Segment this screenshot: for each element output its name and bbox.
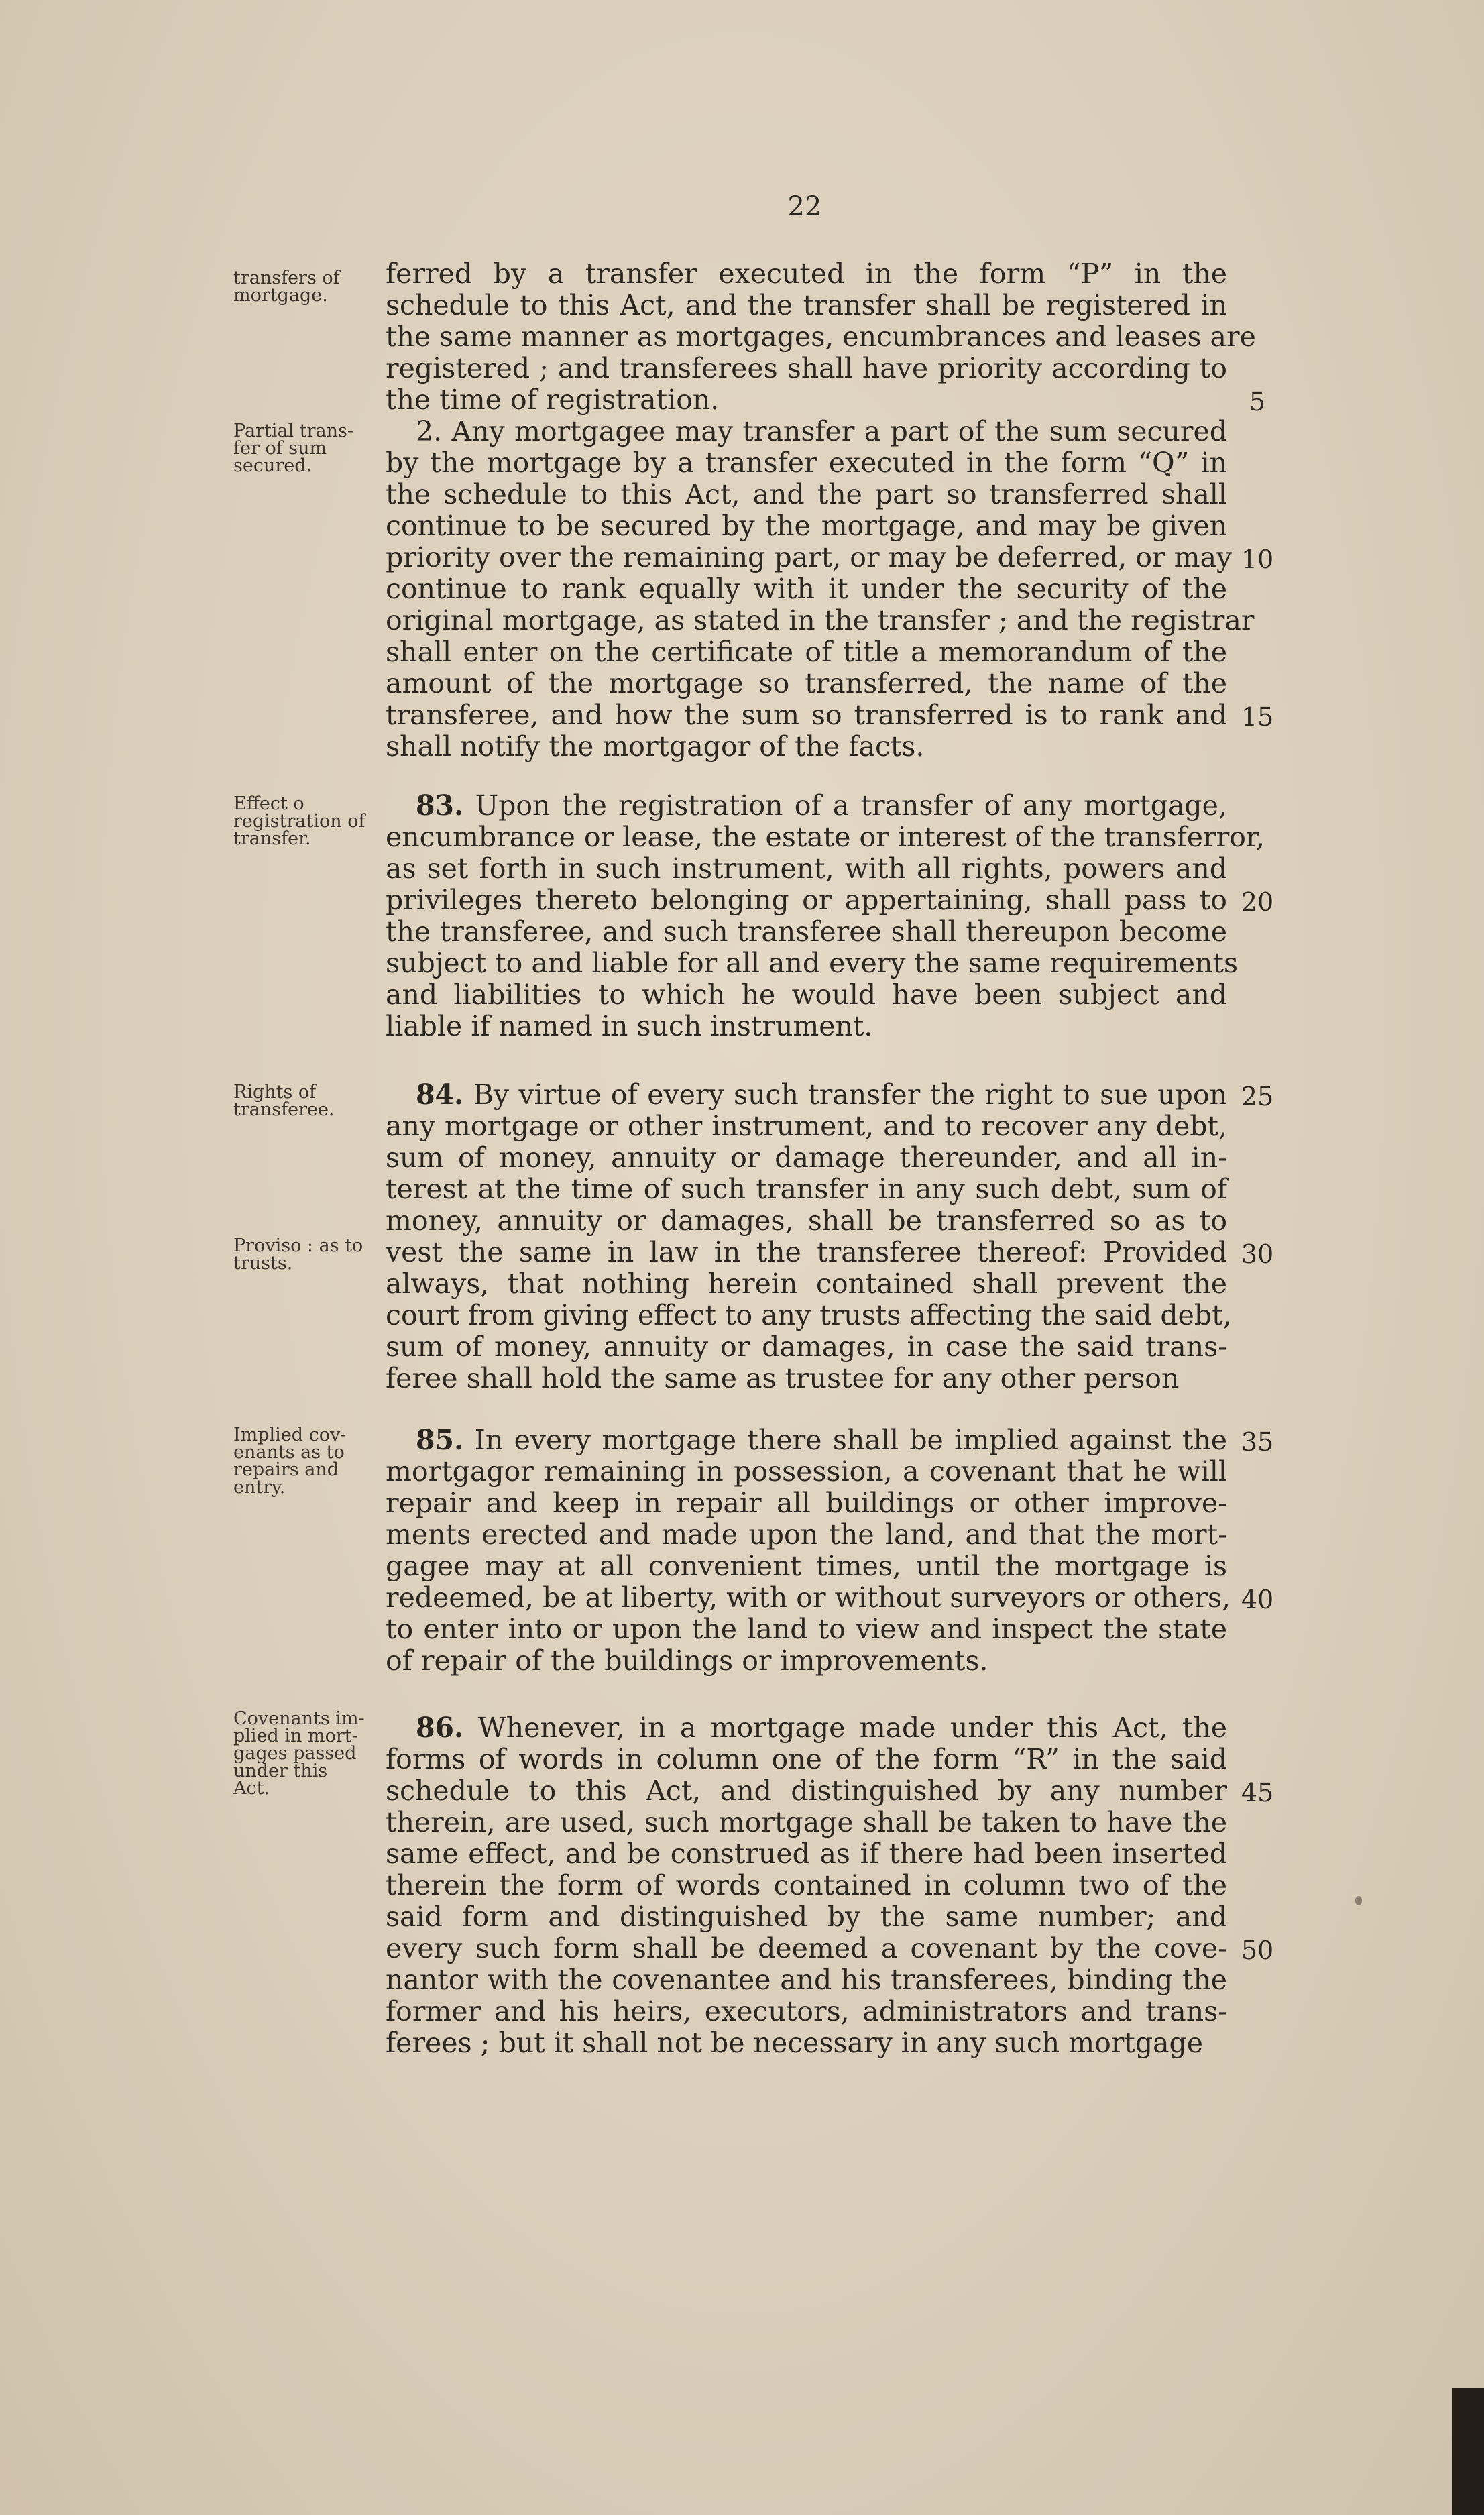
margin-note-line: trusts. bbox=[233, 1253, 293, 1274]
margin-note-transfers-of-mortgage bbox=[233, 270, 381, 304]
body-line: redeemed, be at liberty, with or without surveyors or others, bbox=[386, 1581, 1231, 1614]
margin-note-line: transferee. bbox=[233, 1099, 335, 1120]
body-line: repair and keep in repair all buildings or other improve- bbox=[386, 1487, 1227, 1519]
body-line: subject to and liable for all and every the same requirements bbox=[386, 947, 1238, 979]
margin-note-line: Implied cov- bbox=[233, 1424, 347, 1445]
body-line: liable if named in such instrument. bbox=[386, 1010, 873, 1042]
body-line: of repair of the buildings or improvements. bbox=[386, 1644, 988, 1677]
body-line: sum of money, annuity or damages, in case the said trans- bbox=[386, 1331, 1227, 1363]
body-line: every such form shall be deemed a covenant by the cove- bbox=[386, 1932, 1227, 1964]
line-number: 25 bbox=[1241, 1082, 1274, 1111]
binding-edge bbox=[1452, 2388, 1484, 2515]
body-line: nantor with the covenantee and his transferees, binding the bbox=[386, 1964, 1227, 1996]
body-line: terest at the time of such transfer in any such debt, sum of bbox=[386, 1173, 1227, 1205]
margin-note-line: enants as to bbox=[233, 1442, 345, 1463]
body-line: same effect, and be construed as if there had been inserted bbox=[386, 1838, 1227, 1870]
margin-note-rights-of-transferee bbox=[233, 1084, 381, 1119]
body-line: ments erected and made upon the land, and that the mort- bbox=[386, 1518, 1227, 1551]
section-number: 85. bbox=[416, 1424, 464, 1456]
margin-note-line: repairs and bbox=[233, 1459, 339, 1480]
body-line: sum of money, annuity or damage thereunder, and all in- bbox=[386, 1141, 1227, 1174]
section-85-first-line bbox=[416, 1424, 1227, 1456]
body-line: schedule to this Act, and distinguished by any number bbox=[386, 1775, 1227, 1807]
body-line: the time of registration. bbox=[386, 384, 720, 416]
section-number: 84. bbox=[416, 1078, 464, 1111]
line-number: 50 bbox=[1241, 1936, 1274, 1965]
margin-note-line: Partial trans- bbox=[233, 421, 353, 441]
body-line: and liabilities to which he would have been subject and bbox=[386, 979, 1227, 1011]
margin-note-line: transfers of bbox=[233, 268, 340, 288]
body-line: encumbrance or lease, the estate or interest of the transferror, bbox=[386, 821, 1265, 853]
body-line: vest the same in law in the transferee thereof: Provided bbox=[386, 1236, 1227, 1268]
margin-note-line: fer of sum bbox=[233, 438, 327, 459]
body-line: privileges thereto belonging or appertaining, shall pass to bbox=[386, 884, 1227, 916]
page-number: 22 bbox=[787, 191, 822, 222]
body-line: always, that nothing herein contained shall prevent the bbox=[386, 1268, 1227, 1300]
margin-note-line: Rights of bbox=[233, 1082, 317, 1103]
section-number: 86. bbox=[416, 1712, 464, 1744]
body-line: shall notify the mortgagor of the facts. bbox=[386, 730, 925, 763]
line-number: 20 bbox=[1241, 887, 1274, 917]
body-line: money, annuity or damages, shall be transferred so as to bbox=[386, 1205, 1227, 1237]
line-number: 10 bbox=[1241, 545, 1274, 574]
margin-note-line: gages passed bbox=[233, 1743, 357, 1764]
section-text: By virtue of every such transfer the right to sue upon bbox=[473, 1078, 1227, 1111]
body-line: continue to be secured by the mortgage, and may be given bbox=[386, 510, 1227, 542]
body-line: transferee, and how the sum so transferred is to rank and bbox=[386, 699, 1227, 731]
section-text: Upon the registration of a transfer of any mortgage, bbox=[475, 789, 1227, 822]
body-line: the transferee, and such transferee shall thereupon become bbox=[386, 915, 1227, 948]
body-line: amount of the mortgage so transferred, the name of the bbox=[386, 667, 1227, 700]
body-line: to enter into or upon the land to view and inspect the state bbox=[386, 1613, 1227, 1645]
body-line: ferred by a transfer executed in the form “P” in the bbox=[386, 258, 1227, 290]
margin-note-line: under this bbox=[233, 1760, 328, 1781]
margin-note-line: Effect o bbox=[233, 793, 304, 814]
body-line: any mortgage or other instrument, and to recover any debt, bbox=[386, 1110, 1227, 1142]
line-number: 30 bbox=[1241, 1239, 1274, 1269]
margin-note-line: Proviso : as to bbox=[233, 1235, 363, 1256]
body-line: therein, are used, such mortgage shall be taken to have the bbox=[386, 1806, 1227, 1838]
body-line: forms of words in column one of the form “R” in the said bbox=[386, 1743, 1227, 1775]
line-number: 35 bbox=[1241, 1427, 1274, 1457]
section-83-first-line bbox=[416, 790, 1227, 822]
margin-note-line: Covenants im- bbox=[233, 1708, 365, 1729]
line-number: 15 bbox=[1241, 702, 1274, 732]
margin-note-covenants-implied bbox=[233, 1710, 381, 1797]
body-line: court from giving effect to any trusts affecting the said debt, bbox=[386, 1299, 1232, 1331]
margin-note-line: mortgage. bbox=[233, 285, 328, 306]
body-line: said form and distinguished by the same number; and bbox=[386, 1901, 1227, 1933]
body-line: as set forth in such instrument, with all rights, powers and bbox=[386, 852, 1227, 885]
body-line: the schedule to this Act, and the part so transferred shall bbox=[386, 478, 1227, 510]
margin-note-proviso-trusts bbox=[233, 1237, 391, 1272]
body-line: registered ; and transferees shall have priority according to bbox=[386, 352, 1227, 384]
section-text: Whenever, in a mortgage made under this Act, the bbox=[477, 1712, 1227, 1744]
line-number: 40 bbox=[1241, 1585, 1274, 1614]
body-line: shall enter on the certificate of title a memorandum of the bbox=[386, 636, 1227, 668]
margin-note-effect-of-registration bbox=[233, 795, 391, 848]
margin-note-line: secured. bbox=[233, 455, 312, 476]
margin-note-implied-covenants bbox=[233, 1424, 381, 1498]
body-line: former and his heirs, executors, administrators and trans- bbox=[386, 1995, 1227, 2027]
body-line: by the mortgage by a transfer executed in the form “Q” in bbox=[386, 447, 1227, 479]
body-line: feree shall hold the same as trustee for any other person bbox=[386, 1362, 1180, 1394]
body-line: priority over the remaining part, or may be deferred, or may bbox=[386, 541, 1233, 573]
paper-speck bbox=[1355, 1896, 1362, 1905]
margin-note-line: transfer. bbox=[233, 828, 311, 849]
body-line: continue to rank equally with it under the security of the bbox=[386, 573, 1227, 605]
margin-note-partial-transfer bbox=[233, 423, 381, 475]
line-number: 45 bbox=[1241, 1778, 1274, 1807]
body-line: gagee may at all convenient times, until the mortgage is bbox=[386, 1550, 1227, 1582]
body-line: 2. Any mortgagee may transfer a part of the sum secured bbox=[416, 415, 1227, 447]
body-line: ferees ; but it shall not be necessary in any such mortgage bbox=[386, 2027, 1204, 2059]
section-84-first-line bbox=[416, 1079, 1227, 1111]
margin-note-line: registration of bbox=[233, 811, 365, 832]
section-86-first-line bbox=[416, 1712, 1227, 1744]
margin-note-line: entry. bbox=[233, 1477, 286, 1498]
margin-note-line: plied in mort- bbox=[233, 1726, 358, 1746]
margin-note-line: Act. bbox=[233, 1778, 270, 1799]
body-line: original mortgage, as stated in the transfer ; and the registrar bbox=[386, 604, 1255, 636]
body-line: schedule to this Act, and the transfer shall be registered in bbox=[386, 289, 1227, 321]
body-line: therein the form of words contained in column two of the bbox=[386, 1869, 1227, 1901]
body-line: the same manner as mortgages, encumbrances and leases are bbox=[386, 321, 1256, 353]
line-number: 5 bbox=[1249, 387, 1266, 416]
section-text: In every mortgage there shall be implied against the bbox=[474, 1424, 1227, 1456]
section-number: 83. bbox=[416, 789, 464, 822]
body-line: mortgagor remaining in possession, a covenant that he will bbox=[386, 1455, 1227, 1488]
